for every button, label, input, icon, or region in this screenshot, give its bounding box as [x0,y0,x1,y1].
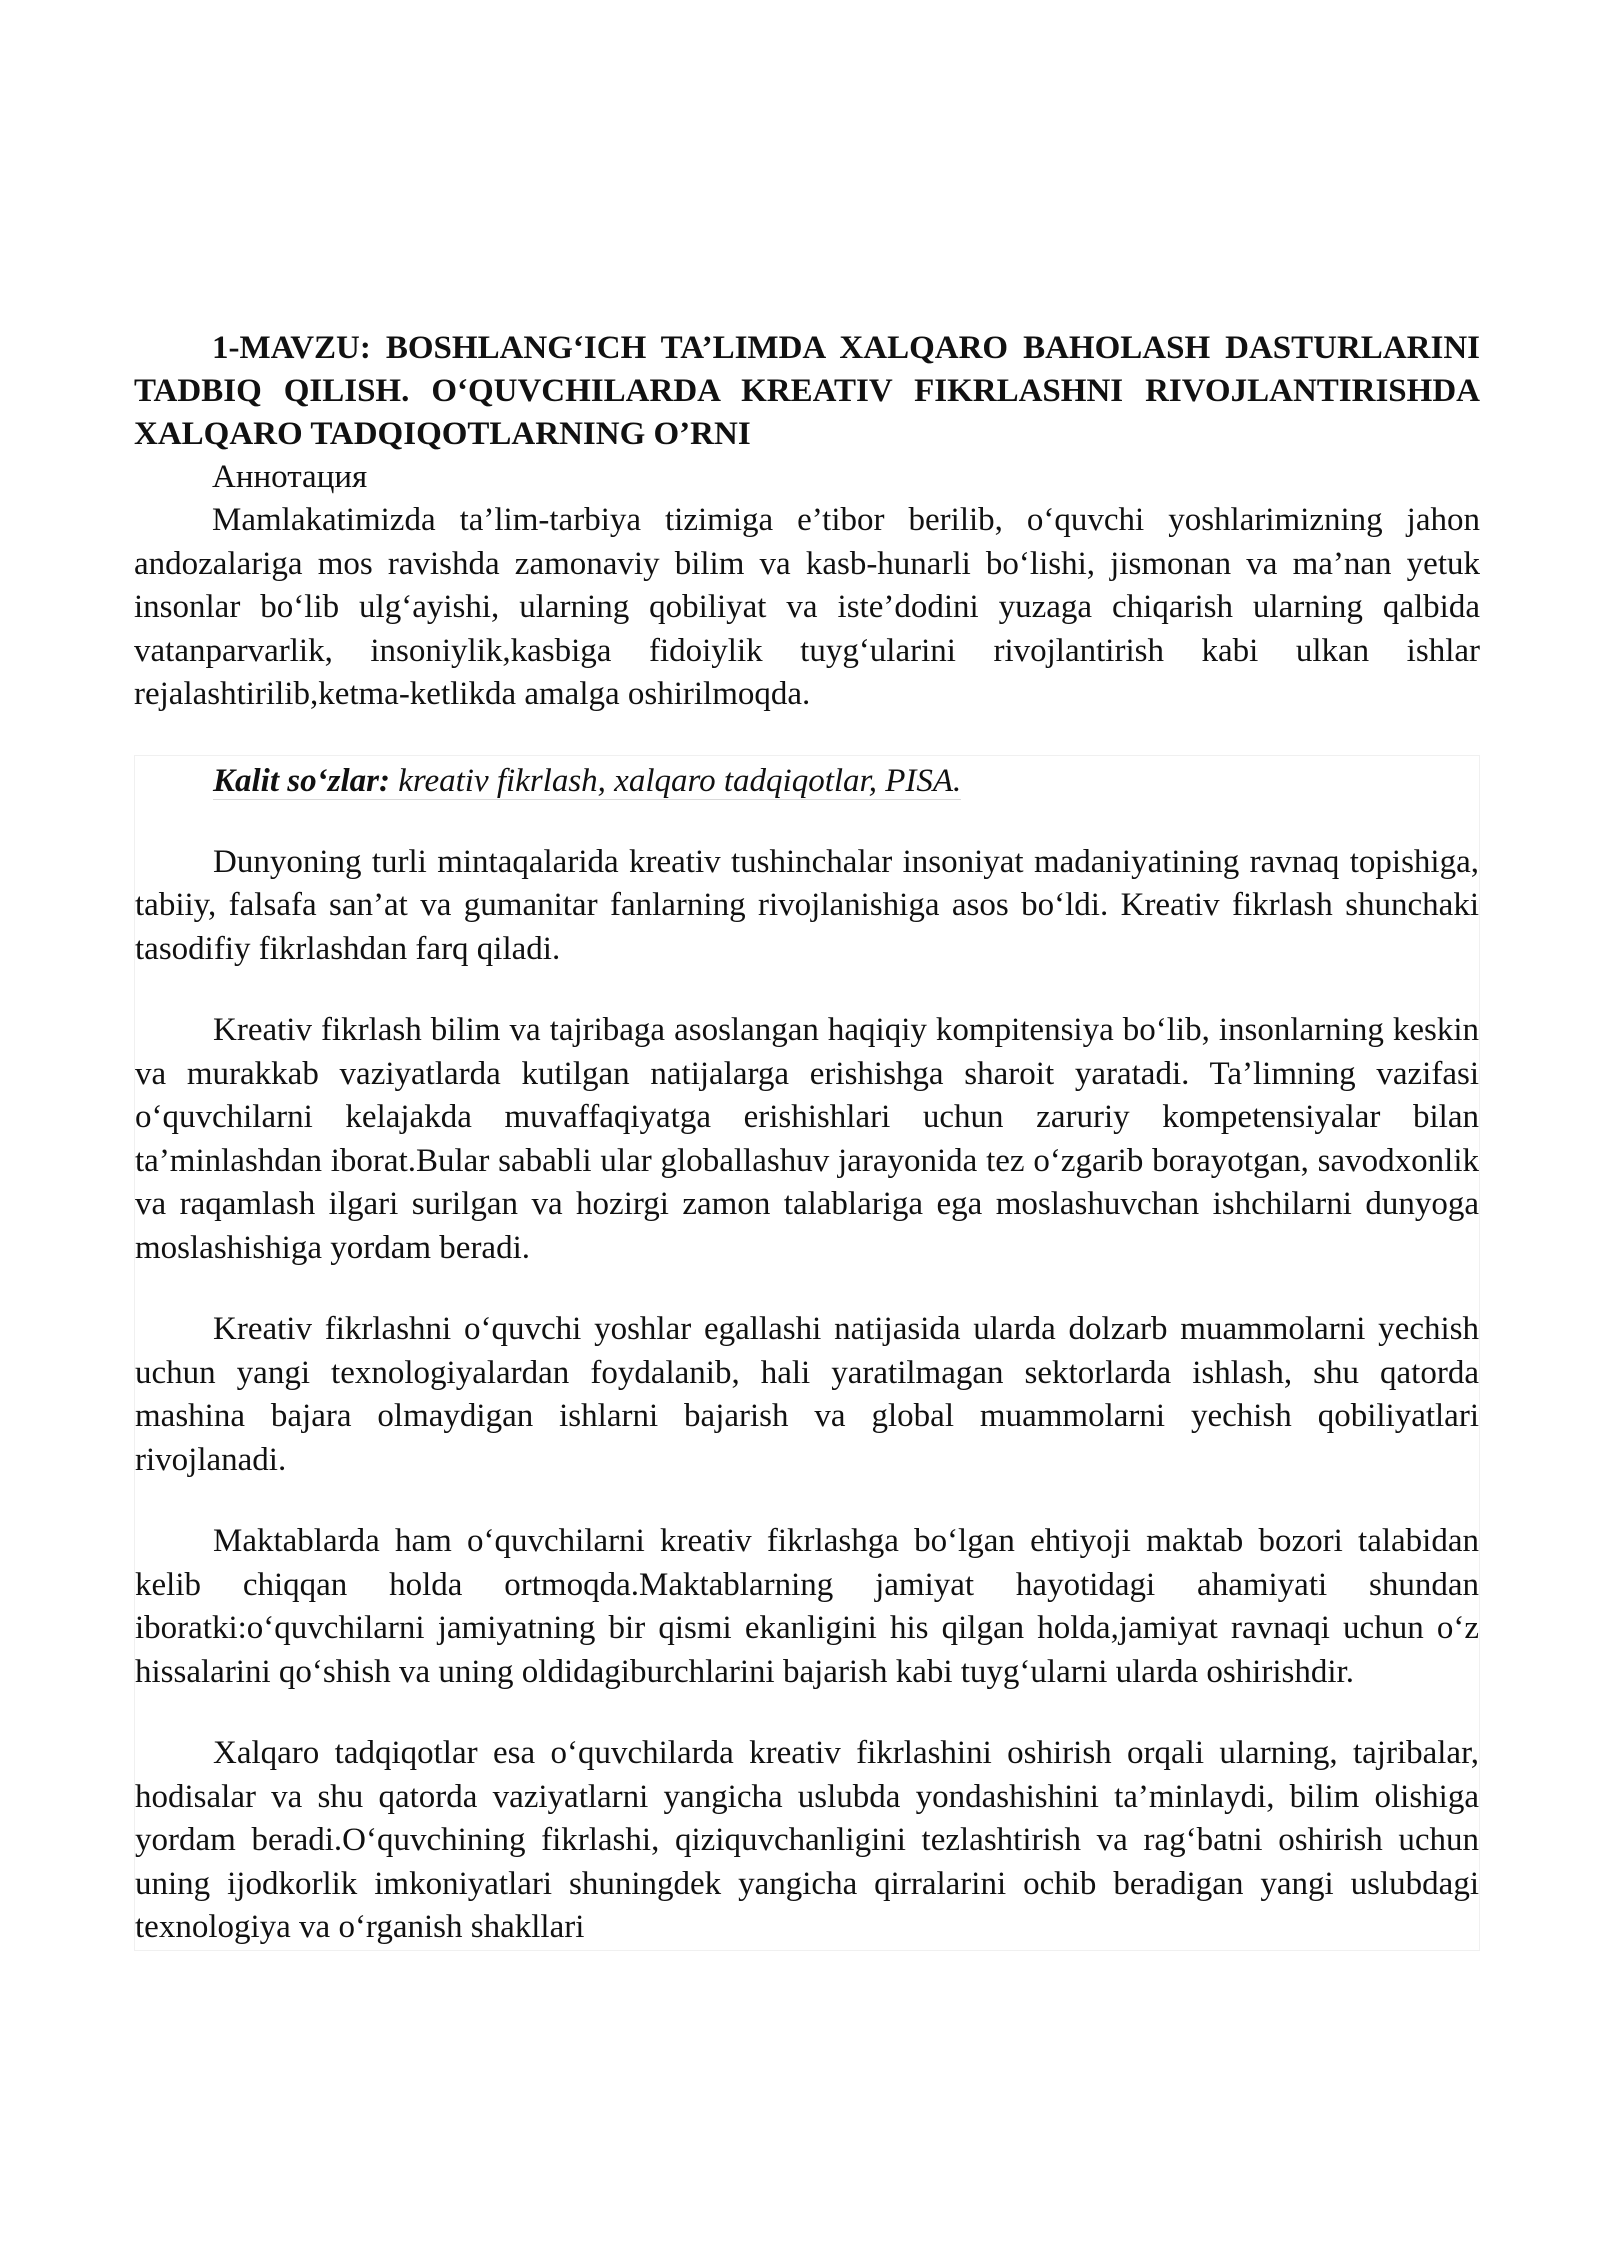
keywords-line [135,756,1479,803]
annotation-label: Аннотация [212,459,368,495]
main-text-block [134,755,1480,1951]
spacer [135,1482,1479,1520]
keywords-label: Kalit so‘zlar: [213,762,390,799]
document-page [134,327,1480,1951]
body-paragraph-1: Dunyoning turli mintaqalarida kreativ tushinchalar insoniyat madaniyatining ravnaq topishiga, tabiiy, falsafa san’at va gumanitar fanlarning rivojlanishiga asos bo‘ldi. Kreativ fikrlash shunchaki tasodifiy fikrlashdan farq qiladi. [135,843,1479,967]
body-paragraph-2: Kreativ fikrlash bilim va tajribaga asoslangan haqiqiy kompitensiya bo‘lib, insonlarning keskin va murakkab vaziyatlarda kutilgan natijalarga erishishga sharoit yaratadi. Ta’limning vazifasi o‘quvchilarni kelajakda muvaffaqiyatga erishishlari uchun zaruriy kompetensiyalar bilan ta’minlashdan iborat.Bular sababli ular globallashuv jarayonida tez o‘zgarib borayotgan, savodxonlik va raqamlash ilgari surilgan va hozirgi zamon talablariga ega moslashuvchan ishchilarni dunyoga moslashishiga yordam beradi. [135,1012,1479,1266]
spacer [135,1270,1479,1308]
keywords-underline [213,763,961,800]
spacer [135,971,1479,1009]
spacer [135,803,1479,841]
body-paragraph-5: Xalqaro tadqiqotlar esa o‘quvchilarda kreativ fikrlashini oshirish orqali ularning, tajribalar, hodisalar va shu qatorda vaziyatlarni yangicha uslubda yondashishini ta’minlaydi, bilim olishiga yordam beradi.O‘quvchining fikrlashi, qiziquvchanligini tezlashtirish va rag‘batni oshirish uchun uning ijodkorlik imkoniyatlari shuningdek yangicha qirralarini ochib beradigan yangi uslubdagi texnologiya va o‘rganish shakllari [135,1735,1479,1945]
document-title: 1-MAVZU: BOSHLANG‘ICH TA’LIMDA XALQARO BAHOLASH DASTURLARINI TADBIQ QILISH. O‘QUVCHILARDA KREATIV FIKRLASHNI RIVOJLANTIRISHDA XALQARO TADQIQOTLARNING O’RNI [134,330,1480,452]
body-paragraph-4: Maktablarda ham o‘quvchilarni kreativ fikrlashga bo‘lgan ehtiyoji maktab bozori talabidan kelib chiqqan holda ortmoqda.Maktablarning jamiyat hayotidagi ahamiyati shundan iboratki:o‘quvchilarni jamiyatning bir qismi ekanligini his qilgan holda,jamiyat ravnaqi uchun o‘z hissalarini qo‘shish va uning oldidagiburchlarini bajarish kabi tuyg‘ularni ularda oshirishdir. [135,1523,1479,1690]
body-paragraph-3: Kreativ fikrlashni o‘quvchi yoshlar egallashi natijasida ularda dolzarb muammolarni yechish uchun yangi texnologiyalardan foydalanib, hali yaratilmagan sektorlarda ishlash, shu qatorda mashina bajara olmaydigan ishlarni bajarish va global muammolarni yechish qobiliyatlari rivojlanadi. [135,1311,1479,1478]
keywords-text: kreativ fikrlash, xalqaro tadqiqotlar, PISA. [389,762,962,799]
spacer [135,1694,1479,1732]
annotation-paragraph: Mamlakatimizda ta’lim-tarbiya tizimiga e’tibor berilib, o‘quvchi yoshlarimizning jahon andozalariga mos ravishda zamonaviy bilim va kasb-hunarli bo‘lishi, jismonan va ma’nan yetuk insonlar bo‘lib ulg‘ayishi, ularning qobiliyat va iste’dodini yuzaga chiqarish ularning qalbida vatanparvarlik, insoniylik,kasbiga fidoiylik tuyg‘ularini rivojlantirish kabi ulkan ishlar rejalashtirilib,ketma-ketlikda amalga oshirilmoqda. [134,502,1480,712]
